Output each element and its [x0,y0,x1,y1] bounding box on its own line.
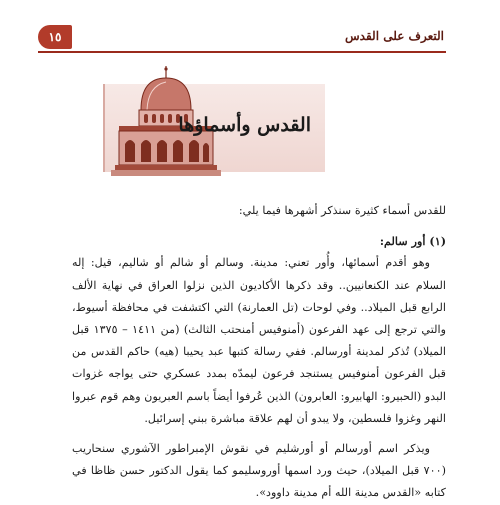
chapter-title: القدس وأسماؤها [178,114,311,136]
body-text [72,200,446,505]
body-paragraph: وهو أقدم أسمائها، وأُور تعني: مدينة. وسالم أو شالم أو شاليم، قيل: إله السلام عند الكنعانيين.. وقد ذكرها الأكاديون الذين نزلوا العراق في نهاية الألف الرابع قبل الميلاد.. وفي لوحات (تل العمارنة) التي اكتشفت في محافظة أسيوط، والتي ترجع إلى عهد الفرعون (أمنوفيس أمنحتب الثالث) (من ١٤١١ – ١٣٧٥ قبل الميلاد) تُذكر لمدينة أورسالم. ففي رسالة كتبها عبد يحيبا (هيه) حاكم القدس من قبل الفرعون أمنوفيس يستنجد فرعون ليمدّه بمدد عسكري حتى يواجه غزوات البدو (الحبيرو: الهابيرو: العابرون) الذين عُرفوا أيضاً باسم العبريون وهم قوم عبروا النهر وغزوا فلسطين، ولا يبدو أن لهم علاقة مباشرة ببني إسرائيل. [72,256,446,425]
page-number-badge: ١٥ [38,25,72,49]
running-header-title: التعرف على القدس [345,29,444,43]
body-paragraph: ويذكر اسم أورسالم أو أورشليم في نقوش الإمبراطور الآشوري سنحاريب (٧٠٠ قبل الميلاد)، حيث ورد اسمها أوروسليمو كما يقول الدكتور حسن ظاظا في كتابه «القدس مدينة الله أم مدينة داوود». [72,442,446,500]
running-header [38,23,446,53]
section-heading: (١) أور سالم: [379,234,446,249]
intro-paragraph: للقدس أسماء كثيرة سنذكر أشهرها فيما يلي: [238,204,446,217]
chapter-banner [103,84,325,172]
